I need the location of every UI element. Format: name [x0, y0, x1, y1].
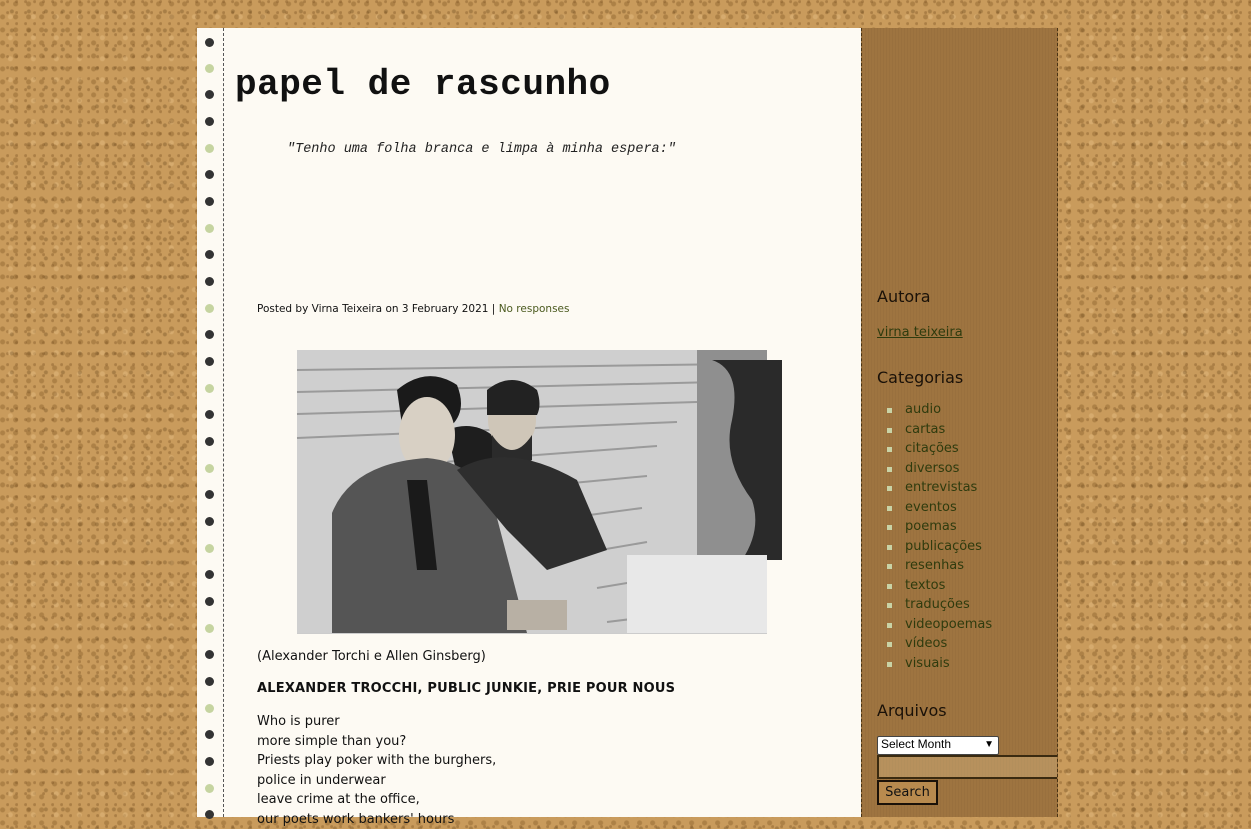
binding-hole	[205, 624, 214, 633]
chevron-down-icon: ▼	[984, 739, 994, 750]
notebook-binding	[197, 28, 224, 817]
bullet-icon	[887, 584, 892, 589]
binding-hole	[205, 277, 214, 286]
main-content	[197, 28, 861, 817]
binding-hole	[205, 250, 214, 259]
autora-widget-title: Autora	[877, 287, 931, 306]
binding-hole	[205, 464, 214, 473]
binding-hole	[205, 490, 214, 499]
category-link[interactable]: visuais	[905, 656, 950, 671]
photo-caption: (Alexander Torchi e Allen Ginsberg)	[257, 649, 486, 664]
poem-line: our poets work bankers' hours	[257, 810, 496, 829]
category-item[interactable]	[877, 422, 992, 442]
category-item[interactable]	[877, 578, 992, 598]
bullet-icon	[887, 428, 892, 433]
category-link[interactable]: entrevistas	[905, 480, 977, 495]
category-link[interactable]: resenhas	[905, 558, 964, 573]
category-item[interactable]	[877, 539, 992, 559]
post-meta	[257, 303, 569, 315]
bullet-icon	[887, 486, 892, 491]
bullet-icon	[887, 525, 892, 530]
category-link[interactable]: publicações	[905, 539, 982, 554]
bullet-icon	[887, 506, 892, 511]
category-item[interactable]	[877, 617, 992, 637]
category-item[interactable]	[877, 597, 992, 617]
bullet-icon	[887, 545, 892, 550]
binding-hole	[205, 570, 214, 579]
poem-line: Who is purer	[257, 712, 496, 732]
category-item[interactable]	[877, 656, 992, 676]
post-meta-text: Posted by Virna Teixeira on 3 February 2021 |	[257, 303, 495, 315]
page-wrapper	[197, 28, 1057, 817]
category-item[interactable]	[877, 500, 992, 520]
binding-hole	[205, 517, 214, 526]
photo-illustration	[297, 350, 767, 633]
post-title: ALEXANDER TROCCHI, PUBLIC JUNKIE, PRIE POUR NOUS	[257, 681, 675, 696]
bullet-icon	[887, 642, 892, 647]
bullet-icon	[887, 408, 892, 413]
category-link[interactable]: cartas	[905, 422, 945, 437]
binding-hole	[205, 170, 214, 179]
binding-hole	[205, 90, 214, 99]
month-select-value: Select Month	[881, 737, 951, 751]
binding-hole	[205, 197, 214, 206]
arquivos-widget-title: Arquivos	[877, 701, 947, 720]
binding-hole	[205, 357, 214, 366]
bullet-icon	[887, 623, 892, 628]
category-link[interactable]: poemas	[905, 519, 957, 534]
binding-hole	[205, 677, 214, 686]
category-list	[877, 402, 992, 675]
bullet-icon	[887, 662, 892, 667]
category-item[interactable]	[877, 402, 992, 422]
responses-link[interactable]: No responses	[499, 303, 570, 315]
bullet-icon	[887, 603, 892, 608]
sidebar	[861, 28, 1058, 817]
binding-hole	[205, 730, 214, 739]
poem-line: leave crime at the office,	[257, 790, 496, 810]
category-link[interactable]: textos	[905, 578, 945, 593]
binding-hole	[205, 704, 214, 713]
category-link[interactable]: vídeos	[905, 636, 947, 651]
search-input[interactable]	[877, 755, 1057, 779]
binding-hole	[205, 144, 214, 153]
site-title[interactable]: papel de rascunho	[235, 64, 611, 105]
category-link[interactable]: videopoemas	[905, 617, 992, 632]
binding-hole	[205, 117, 214, 126]
bullet-icon	[887, 467, 892, 472]
binding-hole	[205, 410, 214, 419]
bullet-icon	[887, 564, 892, 569]
category-item[interactable]	[877, 558, 992, 578]
category-link[interactable]: citações	[905, 441, 959, 456]
binding-hole	[205, 757, 214, 766]
bullet-icon	[887, 447, 892, 452]
poem-line: more simple than you?	[257, 732, 496, 752]
binding-hole	[205, 224, 214, 233]
binding-hole	[205, 597, 214, 606]
poem-line: Priests play poker with the burghers,	[257, 751, 496, 771]
site-tagline: "Tenho uma folha branca e limpa à minha espera:"	[287, 142, 676, 157]
binding-hole	[205, 64, 214, 73]
binding-hole	[205, 304, 214, 313]
binding-hole	[205, 384, 214, 393]
category-link[interactable]: traduções	[905, 597, 970, 612]
binding-hole	[205, 784, 214, 793]
author-link[interactable]: virna teixeira	[877, 325, 963, 340]
binding-hole	[205, 437, 214, 446]
search-button[interactable]: Search	[877, 780, 938, 805]
binding-hole	[205, 544, 214, 553]
category-item[interactable]	[877, 636, 992, 656]
category-item[interactable]	[877, 480, 992, 500]
categorias-widget-title: Categorias	[877, 368, 963, 387]
category-item[interactable]	[877, 441, 992, 461]
poem-body	[257, 712, 496, 829]
binding-hole	[205, 38, 214, 47]
category-item[interactable]	[877, 461, 992, 481]
post-photo	[297, 350, 767, 634]
poem-line: police in underwear	[257, 771, 496, 791]
category-item[interactable]	[877, 519, 992, 539]
category-link[interactable]: diversos	[905, 461, 959, 476]
archive-month-select[interactable]	[877, 736, 999, 755]
category-link[interactable]: eventos	[905, 500, 957, 515]
binding-hole	[205, 330, 214, 339]
binding-hole	[205, 650, 214, 659]
binding-hole	[205, 810, 214, 819]
category-link[interactable]: audio	[905, 402, 941, 417]
